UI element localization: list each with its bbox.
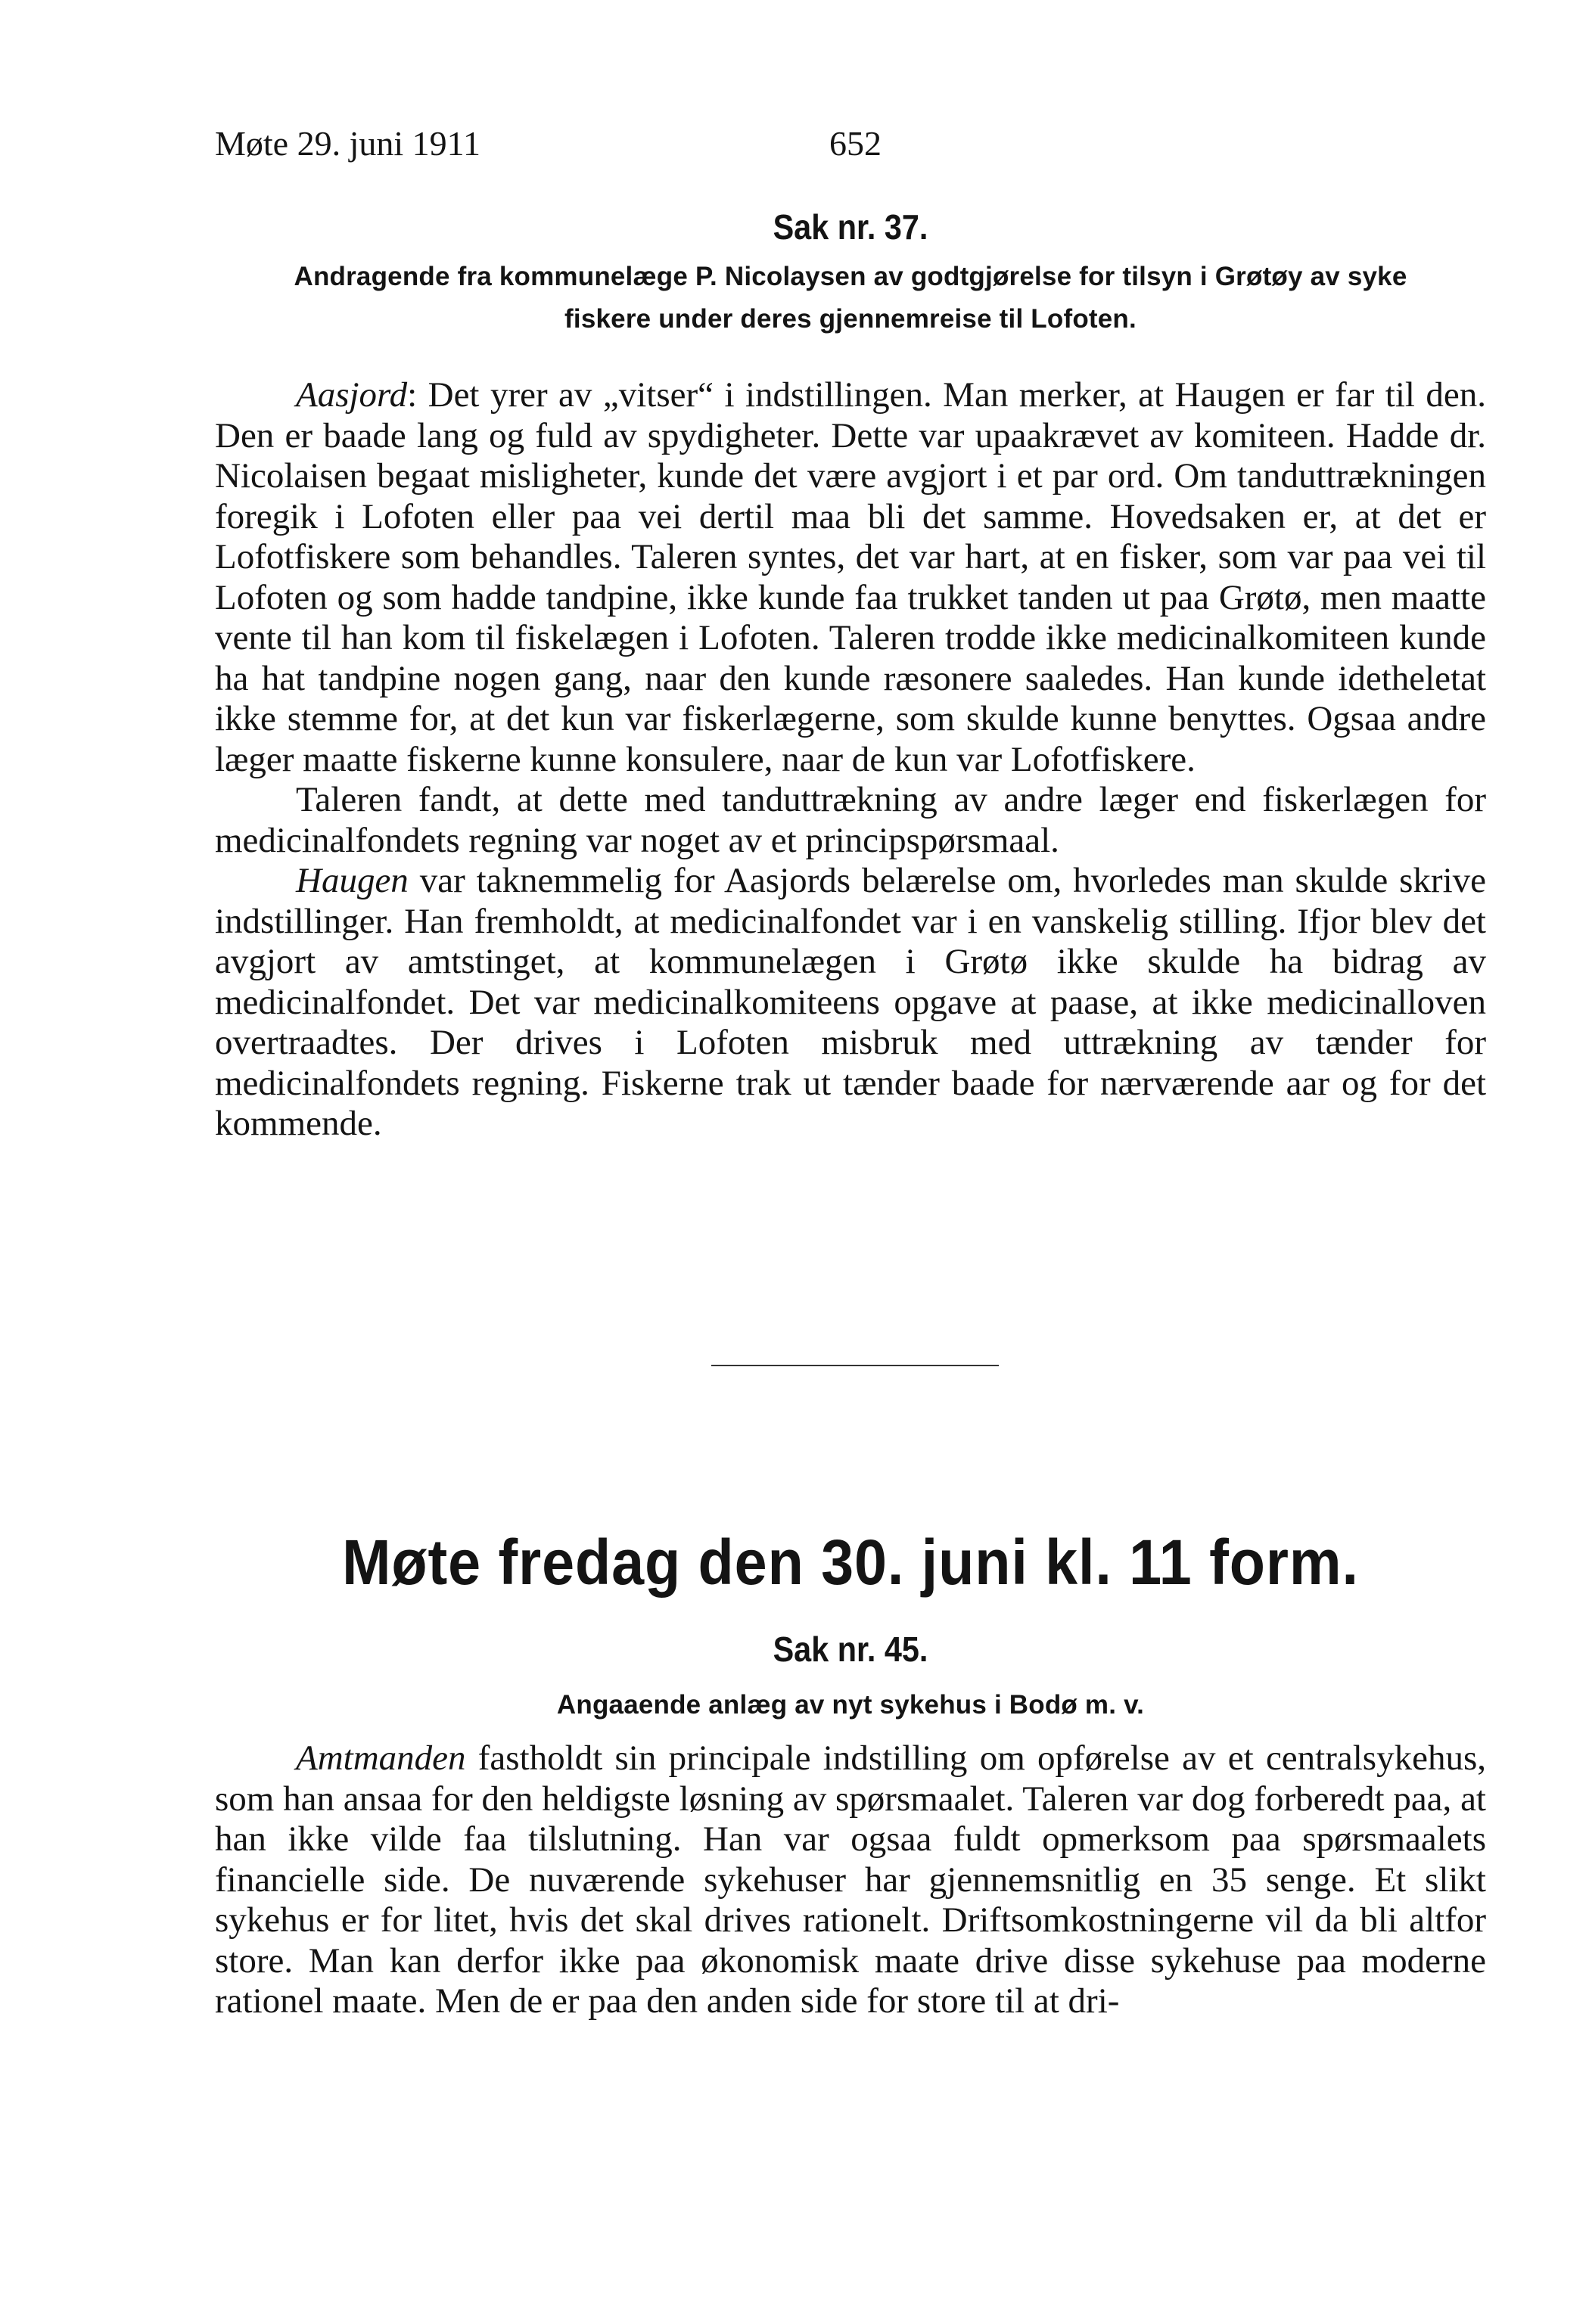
paragraph-aasjord: [215, 375, 1486, 780]
speaker-name: Haugen: [296, 861, 409, 900]
case-37-body: [215, 375, 1486, 1145]
paragraph-text: var taknemmelig for Aasjords belærelse om, hvorledes man skulde skrive indstillinger. Han fremholdt, at medicinalfondet var i en vanskelig stilling. Ifjor blev det avgjort av amtstinget, at kommunelægen i Grøtø ikke skulde ha bidrag av medicinalfondet. Det var medicinalkomiteens opgave at paase, at ikke medicinalloven overtraadtes. Der drives i Lofoten misbruk med uttrækning av tænder for medicinalfondets regning. Fiskerne trak ut tænder baade for nærværende aar og for det kommende.: [215, 861, 1486, 1143]
case-37-title-line2: fiskere under deres gjennemreise til Lofoten.: [564, 304, 1137, 334]
meeting-heading: Møte fredag den 30. juni kl. 11 form.: [342, 1527, 1359, 1598]
paragraph-haugen: [215, 861, 1486, 1145]
running-head-date: Møte 29. juni 1911: [215, 124, 480, 163]
running-head: [215, 121, 1486, 166]
speaker-separator: :: [407, 375, 418, 415]
paragraph-taleren: [215, 780, 1486, 861]
case-37-number: Sak nr. 37.: [773, 207, 928, 247]
paragraph-text: Taleren fandt, at dette med tanduttrækning av andre læger end fiskerlægen for medicinalfondets regning var noget av et principspørsmaal.: [215, 780, 1486, 860]
page-number: 652: [829, 124, 882, 163]
speaker-name: Aasjord: [296, 375, 408, 415]
case-37-title-line1: Andragende fra kommunelæge P. Nicolaysen av godtgjørelse for tilsyn i Grøtøy av syke: [294, 262, 1407, 291]
case-45-title: Angaaende anlæg av nyt sykehus i Bodø m. v.: [556, 1690, 1145, 1720]
paragraph-text: Det yrer av „vitser“ i indstillingen. Man merker, at Haugen er far til den. Den er baade lang og fuld av spydigheter. Dette var upaakrævet av komiteen. Hadde dr. Nicolaisen begaat misligheter, kunde det være avgjort i et par ord. Om tanduttrækningen foregik i Lofoten eller paa vei dertil maa bli det samme. Hovedsaken er, at det er Lofotfiskere som behandles. Taleren syntes, det var hart, at en fisker, som var paa vei til Lofoten og som hadde tandpine, ikke kunde faa trukket tanden ut paa Grøtø, men maatte vente til han kom til fiskelægen i Lofoten. Taleren trodde ikke medicinalkomiteen kunde ha hat tandpine nogen gang, naar den kunde ræsonere saaledes. Han kunde idetheletat ikke stemme for, at det kun var fiskerlægerne, som skulde kunne benyttes. Ogsaa andre læger maatte fiskerne kunne konsulere, naar de kun var Lofotfiskere.: [215, 375, 1486, 779]
speaker-name: Amtmanden: [296, 1738, 466, 1778]
section-divider: [711, 1365, 999, 1366]
case-45-body: [215, 1738, 1486, 2022]
paragraph-amtmanden: [215, 1738, 1486, 2022]
paragraph-text: fastholdt sin principale indstilling om opførelse av et centralsykehus, som han ansaa for den heldigste løsning av spørsmaalet. Taleren var dog forberedt paa, at han ikke vilde faa tilslutning. Han var ogsaa fuldt opmerksom paa spørsmaalets financielle side. De nuværende sykehuser har gjennemsnitlig en 35 senge. Et slikt sykehus er for litet, hvis det skal drives rationelt. Driftsomkostningerne vil da bli altfor store. Man kan derfor ikke paa økonomisk maate drive disse sykehuse paa moderne rationel maate. Men de er paa den anden side for store til at dri-: [215, 1738, 1486, 2021]
case-45-number: Sak nr. 45.: [773, 1630, 928, 1669]
